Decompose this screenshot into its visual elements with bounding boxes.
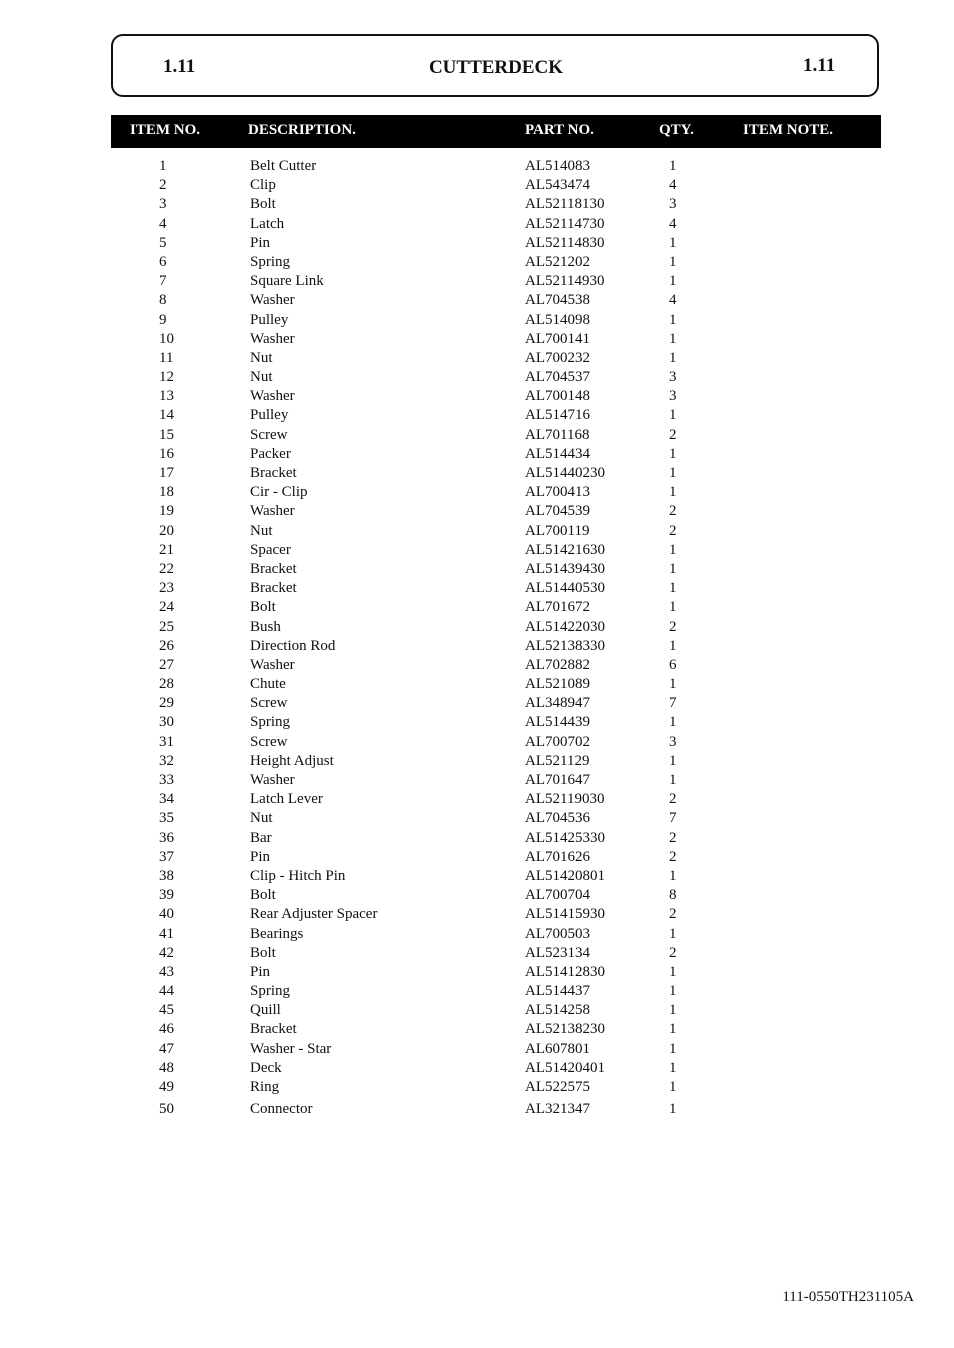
table-row <box>0 963 954 982</box>
table-row <box>0 195 954 214</box>
row-description: Latch Lever <box>250 791 323 808</box>
row-part-no: AL523134 <box>525 944 590 961</box>
document-code: 111-0550TH231105A <box>782 1289 914 1305</box>
row-item-no: 46 <box>159 1021 174 1038</box>
row-part-no: AL51440230 <box>525 465 605 481</box>
row-part-no: AL704537 <box>525 369 590 386</box>
row-description: Rear Adjuster Spacer <box>250 906 378 923</box>
table-row <box>0 733 954 752</box>
row-item-no: 20 <box>159 522 174 539</box>
row-part-no: AL51415930 <box>525 906 605 923</box>
row-item-no: 10 <box>159 330 174 347</box>
row-qty: 3 <box>669 196 677 213</box>
row-qty: 3 <box>669 733 677 750</box>
row-qty: 1 <box>669 330 677 347</box>
row-part-no: AL521089 <box>525 676 590 693</box>
row-item-no: 13 <box>159 388 174 405</box>
row-qty: 2 <box>669 503 677 520</box>
row-part-no: AL704536 <box>525 810 590 827</box>
row-part-no: AL514083 <box>525 158 590 174</box>
row-qty: 1 <box>669 253 677 270</box>
row-part-no: AL700702 <box>525 733 590 750</box>
row-part-no: AL701647 <box>525 772 590 788</box>
row-part-no: AL701626 <box>525 848 590 865</box>
row-part-no: AL702882 <box>525 656 590 673</box>
row-item-no: 4 <box>159 215 167 232</box>
table-row <box>0 925 954 944</box>
table-row <box>0 406 954 425</box>
table-row <box>0 387 954 406</box>
table-row <box>0 1078 954 1097</box>
row-qty: 1 <box>669 676 677 693</box>
row-part-no: AL521129 <box>525 752 590 769</box>
row-qty: 1 <box>669 1021 677 1038</box>
table-row <box>0 176 954 195</box>
table-row <box>0 1020 954 1039</box>
row-qty: 1 <box>669 752 677 769</box>
row-description: Bar <box>250 829 272 846</box>
row-part-no: AL700704 <box>525 887 590 904</box>
table-row <box>0 541 954 560</box>
row-qty: 1 <box>669 1101 677 1118</box>
row-item-no: 27 <box>159 656 174 673</box>
row-part-no: AL704539 <box>525 503 590 520</box>
table-row <box>0 886 954 905</box>
row-description: Chute <box>250 676 286 693</box>
row-part-no: AL52119030 <box>525 791 605 808</box>
row-qty: 2 <box>669 791 677 808</box>
row-description: Nut <box>250 810 273 827</box>
row-qty: 1 <box>669 1059 677 1076</box>
row-qty: 1 <box>669 963 677 980</box>
row-item-no: 3 <box>159 196 167 213</box>
row-part-no: AL348947 <box>525 695 590 712</box>
row-description: Pin <box>250 963 271 980</box>
row-item-no: 38 <box>159 867 174 884</box>
row-qty: 2 <box>669 848 677 865</box>
row-item-no: 8 <box>159 292 167 309</box>
row-qty: 2 <box>669 829 677 846</box>
row-item-no: 41 <box>159 925 174 942</box>
row-item-no: 49 <box>159 1079 174 1095</box>
table-row <box>0 752 954 771</box>
table-row <box>0 656 954 675</box>
row-description: Bolt <box>250 196 276 213</box>
table-row <box>0 483 954 502</box>
table-row <box>0 829 954 848</box>
row-description: Bracket <box>250 465 297 481</box>
row-item-no: 26 <box>159 637 174 654</box>
row-description: Direction Rod <box>250 637 336 654</box>
row-qty: 1 <box>669 349 677 366</box>
row-part-no: AL52114730 <box>525 215 605 232</box>
row-part-no: AL521202 <box>525 253 590 270</box>
column-header-description: DESCRIPTION. <box>248 122 356 138</box>
row-description: Bracket <box>250 560 297 577</box>
row-part-no: AL51420801 <box>525 867 605 884</box>
table-row <box>0 502 954 521</box>
row-description: Connector <box>250 1101 313 1118</box>
row-description: Cir - Clip <box>250 484 308 501</box>
row-description: Pulley <box>250 407 289 424</box>
row-qty: 7 <box>669 695 677 712</box>
row-part-no: AL700413 <box>525 484 590 501</box>
row-description: Washer <box>250 503 295 520</box>
row-description: Bolt <box>250 944 276 961</box>
row-part-no: AL52114930 <box>525 273 605 290</box>
table-row <box>0 618 954 637</box>
row-description: Square Link <box>250 273 324 290</box>
row-item-no: 23 <box>159 580 174 597</box>
table-row <box>0 253 954 272</box>
row-item-no: 25 <box>159 618 174 635</box>
row-description: Spring <box>250 983 291 1000</box>
row-description: Spring <box>250 714 291 731</box>
row-qty: 1 <box>669 580 677 597</box>
row-description: Clip - Hitch Pin <box>250 867 346 884</box>
row-description: Washer <box>250 330 295 347</box>
row-item-no: 32 <box>159 752 174 769</box>
row-part-no: AL514434 <box>525 445 590 462</box>
row-item-no: 45 <box>159 1002 174 1019</box>
column-header-item-no: ITEM NO. <box>130 122 201 138</box>
table-row <box>0 848 954 867</box>
row-description: Screw <box>250 426 288 443</box>
row-qty: 3 <box>669 388 677 405</box>
row-part-no: AL700232 <box>525 349 590 366</box>
table-row <box>0 445 954 464</box>
table-row <box>0 1059 954 1078</box>
row-part-no: AL51420401 <box>525 1059 605 1076</box>
row-part-no: AL701672 <box>525 599 590 616</box>
row-item-no: 1 <box>159 158 167 174</box>
row-part-no: AL700119 <box>525 522 590 539</box>
column-header-qty: QTY. <box>659 122 694 138</box>
row-part-no: AL701168 <box>525 426 590 443</box>
row-description: Nut <box>250 349 273 366</box>
row-description: Latch <box>250 215 285 232</box>
row-description: Belt Cutter <box>250 158 317 174</box>
table-row <box>0 522 954 541</box>
row-qty: 1 <box>669 1079 677 1095</box>
table-row <box>0 157 954 176</box>
table-row <box>0 368 954 387</box>
table-header <box>111 115 881 148</box>
row-description: Pin <box>250 234 271 251</box>
table-row <box>0 694 954 713</box>
row-qty: 2 <box>669 426 677 443</box>
table-row <box>0 713 954 732</box>
row-qty: 1 <box>669 983 677 1000</box>
row-item-no: 17 <box>159 465 174 481</box>
row-description: Height Adjust <box>250 752 334 769</box>
row-item-no: 42 <box>159 944 174 961</box>
row-item-no: 44 <box>159 983 174 1000</box>
row-part-no: AL52138230 <box>525 1021 605 1038</box>
row-description: Screw <box>250 695 288 712</box>
row-part-no: AL543474 <box>525 177 590 194</box>
row-qty: 3 <box>669 369 677 386</box>
row-description: Screw <box>250 733 288 750</box>
table-row <box>0 809 954 828</box>
row-qty: 2 <box>669 944 677 961</box>
row-qty: 1 <box>669 273 677 290</box>
row-item-no: 28 <box>159 676 174 693</box>
row-item-no: 7 <box>159 273 167 290</box>
row-part-no: AL514258 <box>525 1002 590 1019</box>
row-part-no: AL607801 <box>525 1040 590 1057</box>
row-item-no: 47 <box>159 1040 174 1057</box>
row-qty: 1 <box>669 637 677 654</box>
table-row <box>0 330 954 349</box>
table-row <box>0 1100 954 1119</box>
row-part-no: AL514437 <box>525 983 590 1000</box>
row-part-no: AL51421630 <box>525 541 605 558</box>
row-description: Washer - Star <box>250 1040 332 1057</box>
row-description: Quill <box>250 1002 281 1019</box>
row-item-no: 40 <box>159 906 174 923</box>
row-qty: 1 <box>669 599 677 616</box>
row-item-no: 6 <box>159 253 167 270</box>
row-qty: 2 <box>669 522 677 539</box>
row-description: Ring <box>250 1079 280 1095</box>
row-qty: 6 <box>669 656 677 673</box>
row-description: Nut <box>250 369 273 386</box>
section-header-box <box>111 34 879 97</box>
table-row <box>0 234 954 253</box>
row-item-no: 18 <box>159 484 174 501</box>
row-item-no: 12 <box>159 369 174 386</box>
table-row <box>0 790 954 809</box>
table-row <box>0 464 954 483</box>
row-description: Washer <box>250 772 295 788</box>
row-description: Clip <box>250 177 276 194</box>
row-part-no: AL700503 <box>525 925 590 942</box>
row-qty: 1 <box>669 541 677 558</box>
row-part-no: AL51440530 <box>525 580 605 597</box>
row-item-no: 16 <box>159 445 174 462</box>
row-item-no: 37 <box>159 848 174 865</box>
row-description: Deck <box>250 1059 282 1076</box>
row-item-no: 48 <box>159 1059 174 1076</box>
column-header-item-note: ITEM NOTE. <box>743 122 834 138</box>
row-description: Bracket <box>250 1021 297 1038</box>
row-item-no: 22 <box>159 560 174 577</box>
row-item-no: 15 <box>159 426 174 443</box>
row-description: Spring <box>250 253 291 270</box>
row-part-no: AL704538 <box>525 292 590 309</box>
table-row <box>0 982 954 1001</box>
table-row <box>0 905 954 924</box>
row-item-no: 43 <box>159 963 174 980</box>
row-qty: 1 <box>669 1002 677 1019</box>
row-qty: 7 <box>669 810 677 827</box>
row-description: Bolt <box>250 887 276 904</box>
row-part-no: AL522575 <box>525 1079 590 1095</box>
table-row <box>0 272 954 291</box>
row-part-no: AL514098 <box>525 311 590 328</box>
row-qty: 1 <box>669 560 677 577</box>
row-part-no: AL51422030 <box>525 618 605 635</box>
row-description: Spacer <box>250 541 291 558</box>
row-qty: 1 <box>669 445 677 462</box>
row-qty: 8 <box>669 887 677 904</box>
row-qty: 2 <box>669 618 677 635</box>
row-qty: 4 <box>669 215 677 232</box>
section-number-left: 1.11 <box>163 56 196 77</box>
table-row <box>0 1001 954 1020</box>
row-item-no: 21 <box>159 541 174 558</box>
row-part-no: AL514439 <box>525 714 590 731</box>
row-part-no: AL514716 <box>525 407 590 424</box>
row-description: Washer <box>250 292 295 309</box>
table-row <box>0 867 954 886</box>
row-item-no: 31 <box>159 733 174 750</box>
row-qty: 1 <box>669 311 677 328</box>
table-row <box>0 675 954 694</box>
row-item-no: 9 <box>159 311 167 328</box>
row-item-no: 5 <box>159 234 167 251</box>
row-item-no: 30 <box>159 714 174 731</box>
row-part-no: AL321347 <box>525 1101 590 1118</box>
parts-table-body <box>0 157 954 1119</box>
row-item-no: 34 <box>159 791 174 808</box>
row-item-no: 11 <box>159 349 174 366</box>
column-header-part-no: PART NO. <box>525 122 594 138</box>
table-row <box>0 579 954 598</box>
row-qty: 1 <box>669 714 677 731</box>
row-part-no: AL51439430 <box>525 560 605 577</box>
row-qty: 1 <box>669 158 677 174</box>
row-description: Washer <box>250 656 295 673</box>
page-title: CUTTERDECK <box>428 57 564 78</box>
table-row <box>0 771 954 790</box>
row-description: Nut <box>250 522 273 539</box>
row-description: Bracket <box>250 580 297 597</box>
row-part-no: AL700148 <box>525 388 590 405</box>
row-qty: 1 <box>669 925 677 942</box>
row-item-no: 50 <box>159 1101 174 1118</box>
row-description: Washer <box>250 388 295 405</box>
table-row <box>0 311 954 330</box>
row-description: Bearings <box>250 925 304 942</box>
row-item-no: 24 <box>159 599 174 616</box>
table-row <box>0 426 954 445</box>
row-qty: 1 <box>669 772 677 788</box>
row-item-no: 36 <box>159 829 174 846</box>
row-part-no: AL52118130 <box>525 196 605 213</box>
section-number-right: 1.11 <box>803 55 836 76</box>
row-qty: 1 <box>669 867 677 884</box>
row-description: Bush <box>250 618 281 635</box>
row-description: Bolt <box>250 599 276 616</box>
row-item-no: 39 <box>159 887 174 904</box>
row-qty: 2 <box>669 906 677 923</box>
row-qty: 4 <box>669 292 677 309</box>
row-qty: 1 <box>669 484 677 501</box>
row-qty: 1 <box>669 234 677 251</box>
row-item-no: 14 <box>159 407 174 424</box>
table-row <box>0 291 954 310</box>
row-part-no: AL51412830 <box>525 963 605 980</box>
table-row <box>0 944 954 963</box>
row-item-no: 33 <box>159 772 174 788</box>
row-item-no: 35 <box>159 810 174 827</box>
row-qty: 1 <box>669 1040 677 1057</box>
table-row <box>0 1040 954 1059</box>
table-row <box>0 349 954 368</box>
row-part-no: AL700141 <box>525 330 590 347</box>
row-qty: 1 <box>669 465 677 481</box>
row-description: Packer <box>250 445 291 462</box>
row-part-no: AL52138330 <box>525 637 605 654</box>
table-row <box>0 637 954 656</box>
table-row <box>0 598 954 617</box>
row-part-no: AL52114830 <box>525 234 605 251</box>
row-qty: 4 <box>669 177 677 194</box>
row-qty: 1 <box>669 407 677 424</box>
row-part-no: AL51425330 <box>525 829 605 846</box>
row-item-no: 29 <box>159 695 174 712</box>
row-description: Pin <box>250 848 271 865</box>
table-row <box>0 215 954 234</box>
row-description: Pulley <box>250 311 289 328</box>
row-item-no: 19 <box>159 503 174 520</box>
row-item-no: 2 <box>159 177 167 194</box>
table-row <box>0 560 954 579</box>
